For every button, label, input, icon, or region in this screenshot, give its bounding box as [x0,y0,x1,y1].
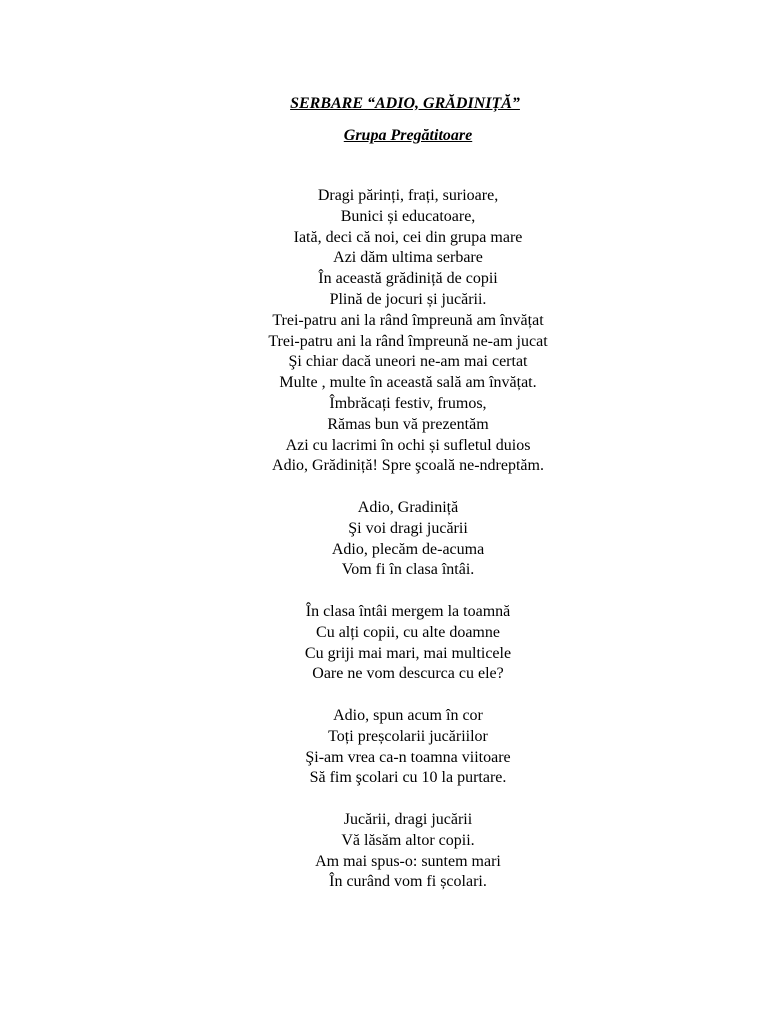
document-subtitle: Grupa Pregătitoare [343,127,473,144]
poem-line: Adio, spun acum în cor [333,706,483,724]
poem-line: Multe , multe în această sală am învățat. [279,374,537,392]
poem-line: În această grădiniță de copii [318,270,498,288]
poem-line: Să fim şcolari cu 10 la purtare. [309,769,507,787]
stanza-4 [0,706,768,789]
poem-line: Cu griji mai mari, mai multicele [304,644,512,662]
poem-line: Bunici și educatoare, [340,207,476,225]
stanza-3 [0,602,768,685]
poem-line: Adio, plecăm de-acuma [331,540,485,558]
poem-line: Plină de jocuri și jucării. [329,290,487,308]
poem-line: Şi-am vrea ca-n toamna viitoare [305,748,511,766]
poem-line: Dragi părinți, frați, surioare, [317,187,499,204]
poem-line: Toți preșcolarii jucăriilor [328,727,488,745]
poem-line: Trei-patru ani la rând împreună ne-am jucat [268,332,548,350]
stanza-5 [0,810,768,893]
poem-line: Îmbrăcați festiv, frumos, [329,394,487,412]
poem-line: În curând vom fi școlari. [329,873,487,891]
poem-line: Rămas bun vă prezentăm [327,415,489,433]
stanza-1 [0,186,768,477]
document-title: SERBARE “ADIO, GRĂDINIȚĂ” [290,95,520,112]
poem-line: Azi dăm ultima serbare [333,249,483,267]
poem-line: În clasa întâi mergem la toamnă [305,602,511,620]
poem-line: Cu alți copii, cu alte doamne [316,623,500,641]
poem-line: Azi cu lacrimi în ochi și sufletul duios [285,436,531,454]
poem-line: Adio, Grădiniță! Spre şcoală ne-ndreptăm. [272,457,544,475]
poem-line: Trei-patru ani la rând împreună am învățat [272,311,544,329]
poem-line: Iată, deci că noi, cei din grupa mare [293,228,523,246]
poem [0,186,768,893]
stanza-2 [0,498,768,581]
poem-line: Vom fi în clasa întâi. [341,561,475,579]
poem-line: Jucării, dragi jucării [343,810,473,828]
poem-line: Am mai spus-o: suntem mari [315,852,501,870]
poem-line: Şi voi dragi jucării [348,519,468,537]
poem-line: Oare ne vom descurca cu ele? [312,665,504,683]
poem-line: Adio, Gradiniță [357,498,459,516]
poem-line: Vă lăsăm altor copii. [341,831,475,849]
poem-line: Şi chiar dacă uneori ne-am mai certat [288,353,528,371]
